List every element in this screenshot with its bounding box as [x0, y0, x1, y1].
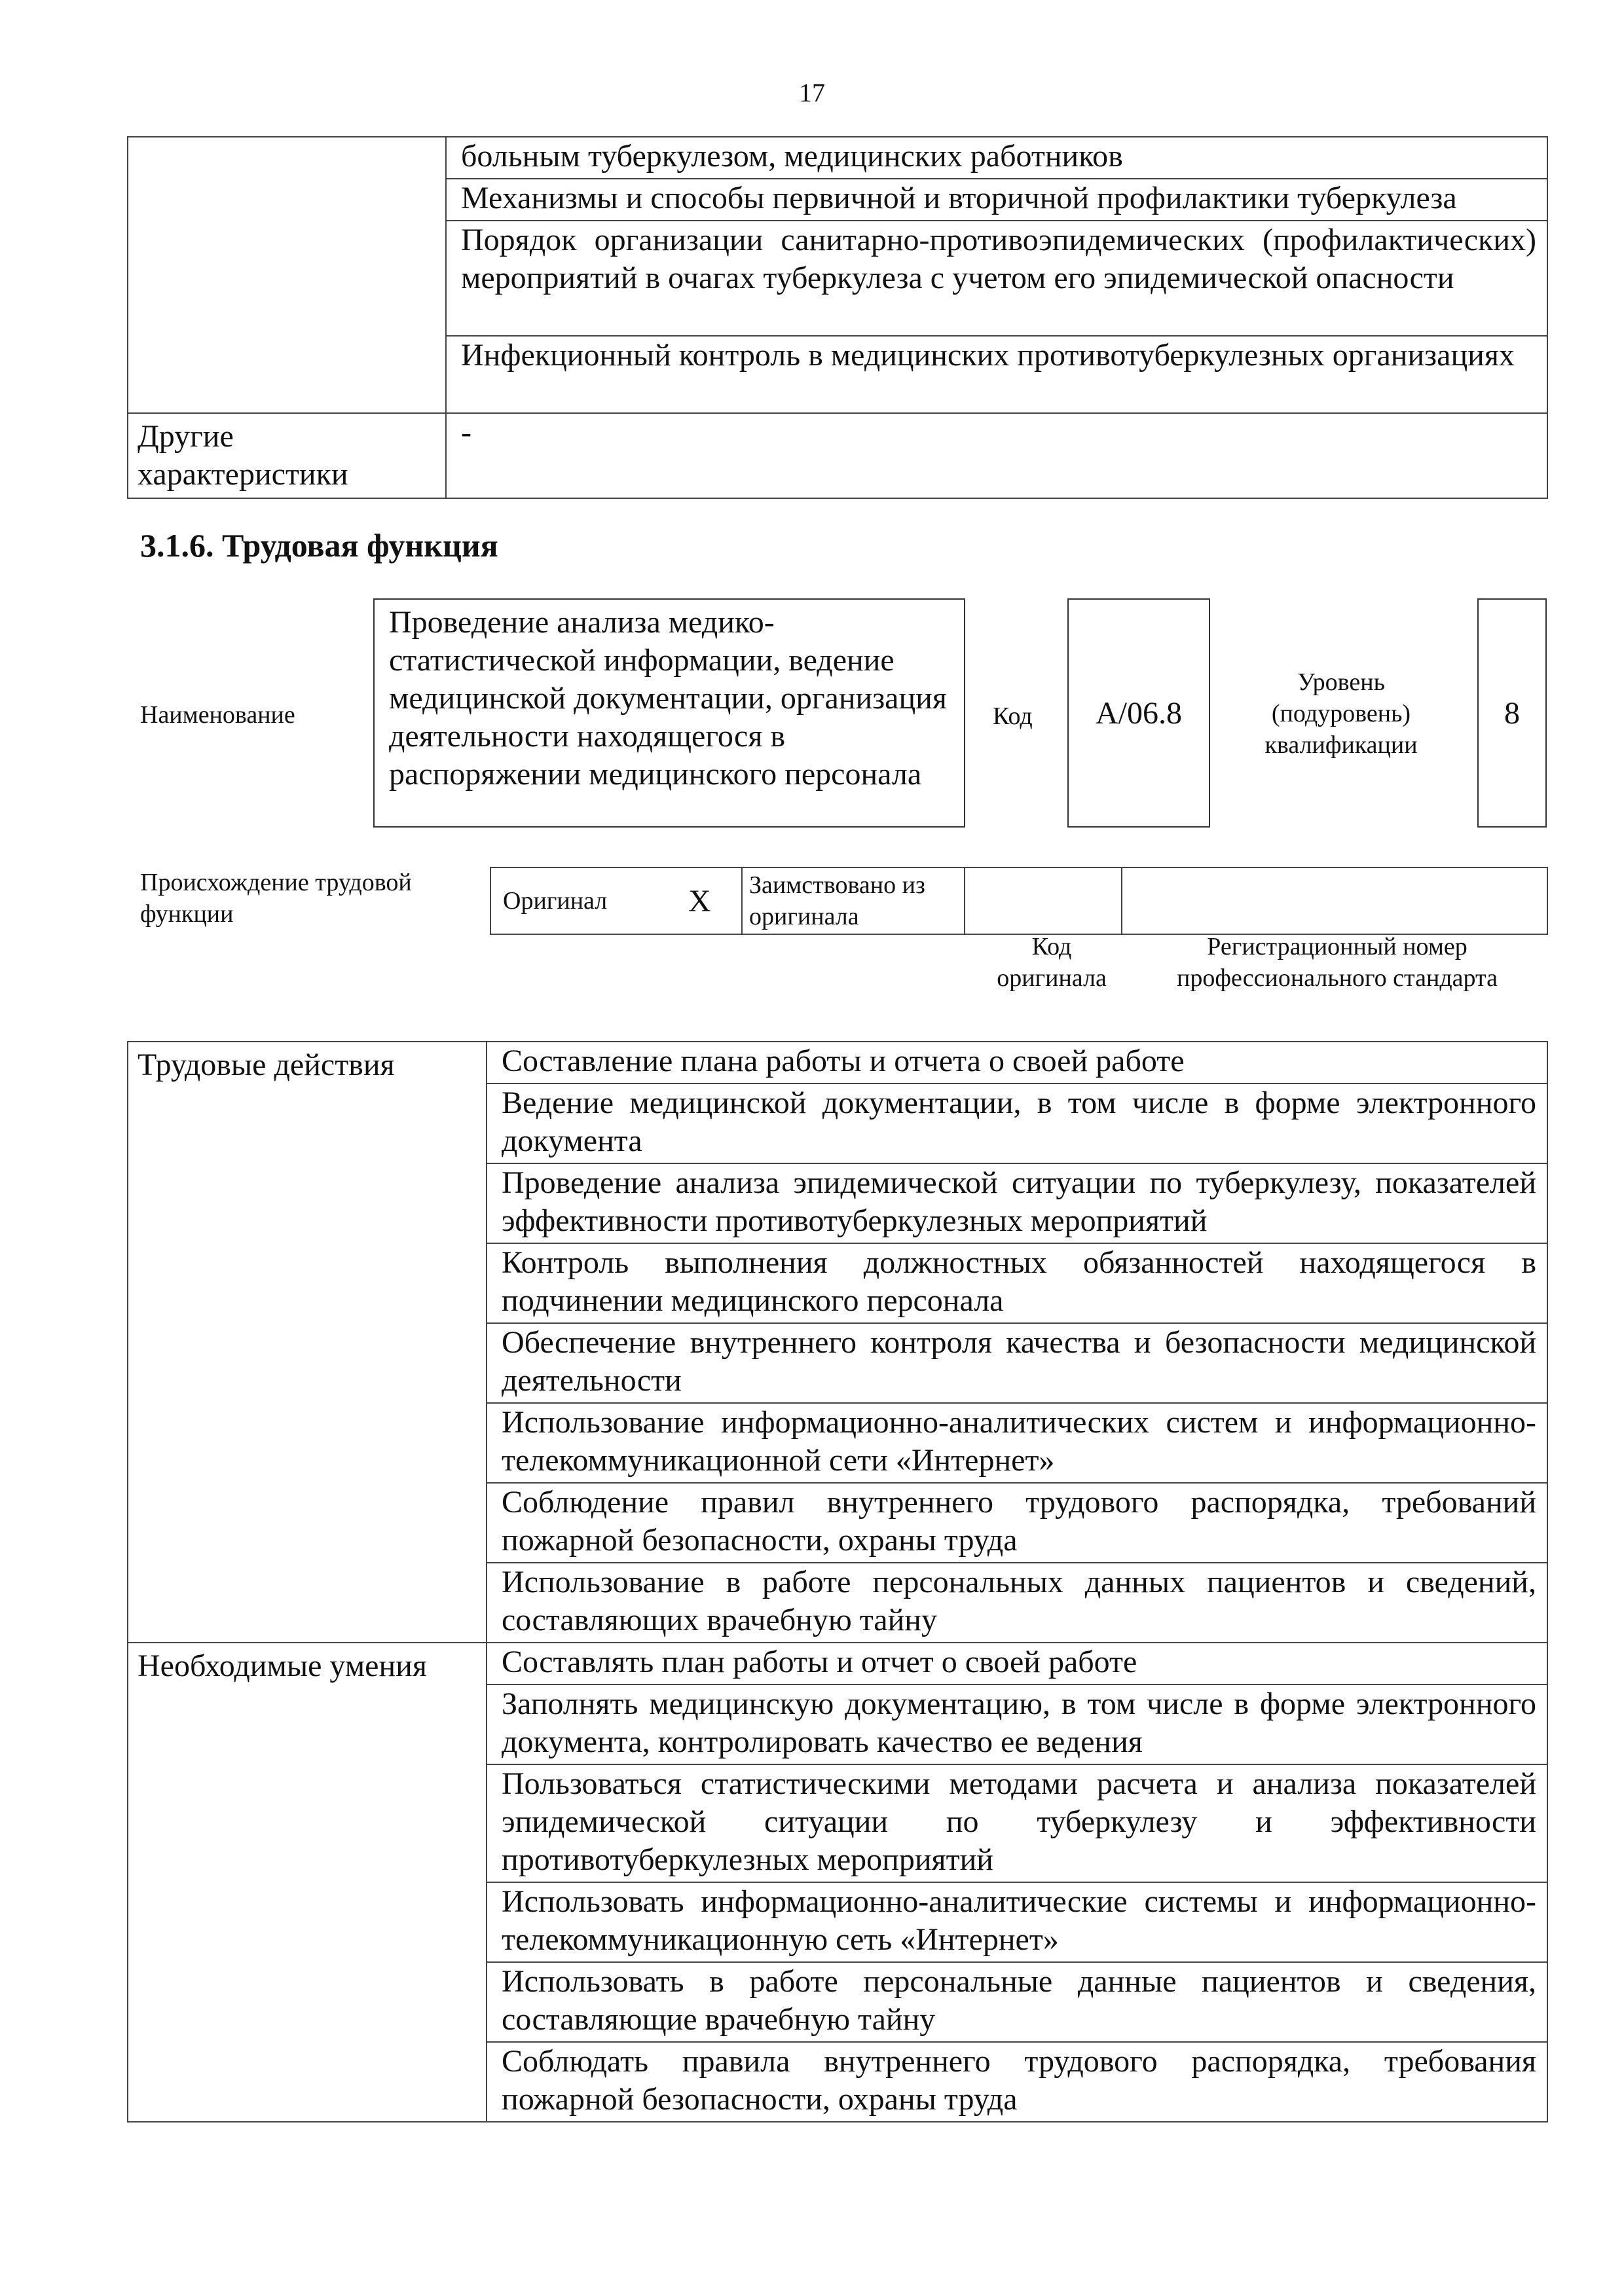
- origin-table: [490, 867, 1548, 935]
- code-value: A/06.8: [1096, 695, 1182, 731]
- other-characteristics-label: Другие характеристики: [128, 413, 446, 498]
- action-item: Проведение анализа эпидемической ситуации по туберкулезу, показателей эффективности противотуберкулезных мероприятий: [487, 1163, 1547, 1243]
- top-table-item: больным туберкулезом, медицинских работников: [446, 137, 1547, 179]
- action-item: Составление плана работы и отчета о своей работе: [487, 1042, 1547, 1084]
- original-label: Оригинал: [490, 867, 688, 934]
- skill-item: Соблюдать правила внутреннего трудового распорядка, требования пожарной безопасности, охраны труда: [487, 2042, 1547, 2122]
- top-table-item: Механизмы и способы первичной и вторичной профилактики туберкулеза: [446, 179, 1547, 221]
- page-number: 17: [799, 78, 825, 107]
- skill-item: Использовать информационно-аналитические системы и информационно-телекоммуникационную сеть «Интернет»: [487, 1882, 1547, 1962]
- action-item: Соблюдение правил внутреннего трудового распорядка, требований пожарной безопасности, охраны труда: [487, 1483, 1547, 1563]
- skill-item: Заполнять медицинскую документацию, в том числе в форме электронного документа, контролировать качество ее ведения: [487, 1685, 1547, 1764]
- action-item: Обеспечение внутреннего контроля качества и безопасности медицинской деятельности: [487, 1323, 1547, 1403]
- origin-label: Происхождение трудовой функции: [140, 869, 412, 928]
- actions-label: Трудовые действия: [128, 1042, 487, 1643]
- level-box: [1477, 598, 1547, 828]
- action-item: Использование в работе персональных данных пациентов и сведений, составляющих врачебную тайну: [487, 1563, 1547, 1643]
- main-table: [127, 1041, 1548, 2123]
- level-label: Уровень (подуровень) квалификации: [1264, 668, 1418, 759]
- skill-item: Составлять план работы и отчет о своей работе: [487, 1643, 1547, 1685]
- registration-number-cell: [1122, 867, 1547, 934]
- top-table-item: Порядок организации санитарно-противоэпидемических (профилактических) мероприятий в очагах туберкулеза с учетом его эпидемической опасности: [446, 221, 1547, 336]
- reg-caption: Регистрационный номер профессионального стандарта: [1177, 933, 1498, 992]
- skills-label: Необходимые умения: [128, 1643, 487, 2122]
- original-mark: X: [688, 867, 742, 934]
- top-table: [127, 136, 1548, 499]
- action-item: Использование информационно-аналитических систем и информационно-телекоммуникационной сети «Интернет»: [487, 1403, 1547, 1483]
- code-label: Код: [993, 702, 1033, 730]
- function-name-box: [373, 598, 965, 828]
- section-title: 3.1.6. Трудовая функция: [140, 527, 498, 564]
- top-table-empty-cell: [128, 137, 446, 413]
- borrowed-label: Заимствовано из оригинала: [742, 867, 965, 934]
- skill-item: Пользоваться статистическими методами расчета и анализа показателей эпидемической ситуации по туберкулезу и эффективности противотуберкулезных мероприятий: [487, 1764, 1547, 1882]
- action-item: Контроль выполнения должностных обязанностей находящегося в подчинении медицинского персонала: [487, 1243, 1547, 1323]
- function-name-value: Проведение анализа медико-статистической информации, ведение медицинской документации, организация деятельности находящегося в распоряжении медицинского персонала: [389, 605, 947, 792]
- other-characteristics-value: -: [446, 413, 1547, 498]
- top-table-item: Инфекционный контроль в медицинских противотуберкулезных организациях: [446, 336, 1547, 413]
- action-item: Ведение медицинской документации, в том числе в форме электронного документа: [487, 1084, 1547, 1163]
- code-caption: Код оригинала: [997, 933, 1107, 992]
- name-label: Наименование: [140, 701, 295, 729]
- code-box: [1067, 598, 1210, 828]
- original-code-cell: [965, 867, 1122, 934]
- skill-item: Использовать в работе персональные данные пациентов и сведения, составляющие врачебную тайну: [487, 1962, 1547, 2042]
- level-value: 8: [1504, 695, 1520, 731]
